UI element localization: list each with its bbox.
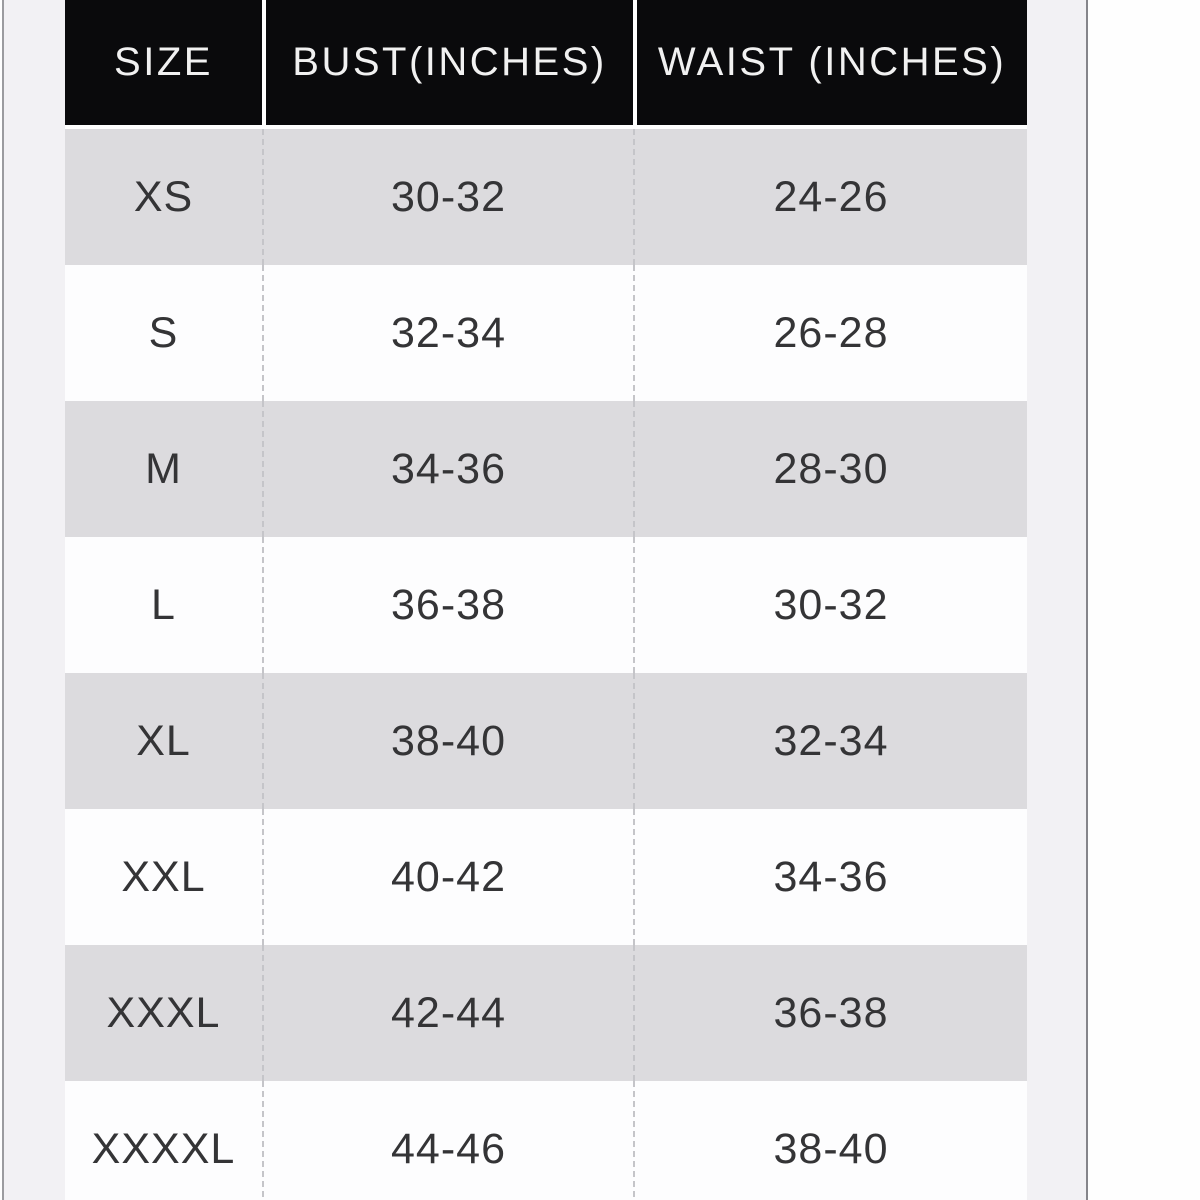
size-cell: L bbox=[65, 537, 262, 673]
bust-cell: 38-40 bbox=[262, 673, 633, 809]
bust-cell: 32-34 bbox=[262, 265, 633, 401]
size-cell: XS bbox=[65, 129, 262, 265]
bust-cell: 30-32 bbox=[262, 129, 633, 265]
waist-cell: 28-30 bbox=[633, 401, 1027, 537]
waist-cell: 24-26 bbox=[633, 129, 1027, 265]
size-cell: S bbox=[65, 265, 262, 401]
waist-cell: 38-40 bbox=[633, 1081, 1027, 1200]
size-cell: XL bbox=[65, 673, 262, 809]
waist-cell: 34-36 bbox=[633, 809, 1027, 945]
size-cell: M bbox=[65, 401, 262, 537]
bust-cell: 44-46 bbox=[262, 1081, 633, 1200]
size-cell: XXXL bbox=[65, 945, 262, 1081]
waist-cell: 30-32 bbox=[633, 537, 1027, 673]
column-header-waist: WAIST (INCHES) bbox=[633, 0, 1027, 129]
bust-cell: 42-44 bbox=[262, 945, 633, 1081]
bust-cell: 34-36 bbox=[262, 401, 633, 537]
column-header-bust: BUST(INCHES) bbox=[262, 0, 633, 129]
size-cell: XXXXL bbox=[65, 1081, 262, 1200]
bust-cell: 36-38 bbox=[262, 537, 633, 673]
waist-cell: 32-34 bbox=[633, 673, 1027, 809]
column-header-size: SIZE bbox=[65, 0, 262, 129]
size-chart-table bbox=[65, 0, 1027, 1200]
size-cell: XXL bbox=[65, 809, 262, 945]
waist-cell: 36-38 bbox=[633, 945, 1027, 1081]
waist-cell: 26-28 bbox=[633, 265, 1027, 401]
bust-cell: 40-42 bbox=[262, 809, 633, 945]
